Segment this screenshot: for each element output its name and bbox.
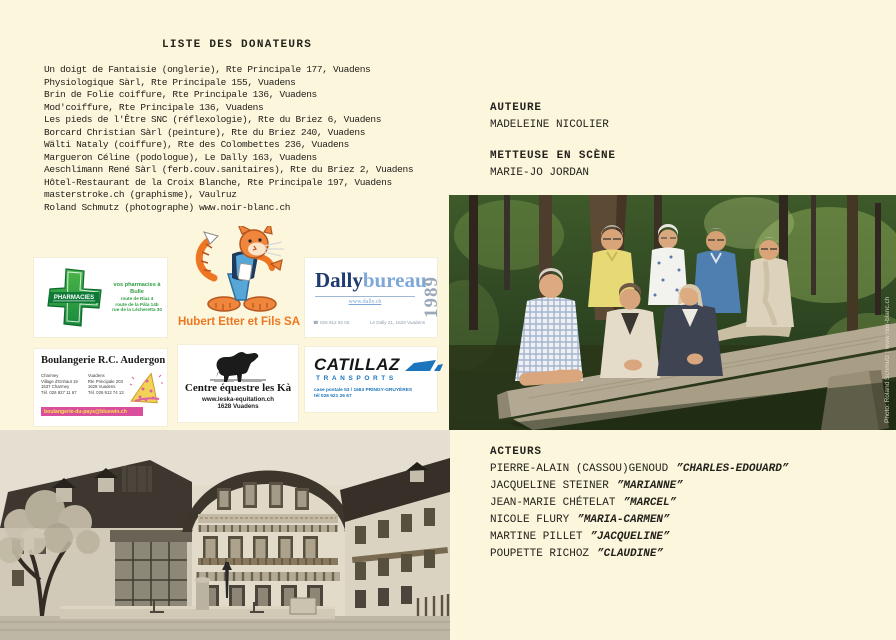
- boulangerie-address-line: Tél. 026 927 11 67: [41, 389, 77, 395]
- director-label: METTEUSE EN SCÈNE: [490, 150, 616, 162]
- actor-name: JACQUELINE STEINER: [490, 480, 609, 492]
- donor-entry: Brin de Folie coiffure, Rte Principale 136, Vuadens: [44, 89, 317, 101]
- pharmacy-address-lines: [110, 296, 164, 313]
- actor-role: ”MARIA-CARMEN”: [577, 514, 670, 526]
- pharmacy-address-line: rue de la Lécheretta 30: [112, 307, 162, 313]
- pharmacy-tagline: vos pharmacies à Bulle: [113, 282, 161, 295]
- boulangerie-address-line: Vuadens: [87, 373, 105, 378]
- donor-entry: Les pieds de l'Être SNC (réflexologie), Rte du Briez 6, Vuadens: [44, 114, 382, 126]
- cast-member: [490, 461, 788, 478]
- boulangerie-address-line: Rte Principale 203: [87, 378, 123, 384]
- cast-member: [490, 495, 788, 512]
- donor-entry: Wälti Nataly (coiffure), Rte des Colombettes 236, Vuadens: [44, 139, 350, 151]
- phone-icon: ☎: [313, 320, 320, 325]
- sponsor-boulangerie: [34, 349, 167, 426]
- actor-role: ”MARIANNE”: [616, 480, 683, 492]
- dally-url: www.dally.ch: [348, 299, 382, 305]
- sponsor-pharmacy: [34, 258, 167, 337]
- sponsor-catillaz: [305, 347, 437, 412]
- boulangerie-col-vuadens: [88, 373, 124, 395]
- dally-year: 1989: [421, 276, 442, 318]
- svg-text:PHARMACIES: PHARMACIES: [53, 295, 95, 301]
- equestre-url: www.leska-equitation.ch: [202, 396, 274, 403]
- cast-list: [490, 461, 788, 563]
- actor-role: ”CHARLES-EDOUARD”: [676, 463, 789, 475]
- dally-brand-light: bureau: [362, 268, 427, 292]
- dally-address: Le Dally 21, 1628 Vuadens: [370, 320, 425, 325]
- donor-entry: Borcard Christian Sàrl (peinture), Rte du Briez 240, Vuadens: [44, 126, 366, 138]
- catillaz-line2: tél 026 921 26 67: [314, 394, 352, 399]
- actor-name: PIERRE-ALAIN (CASSOU)GENOUD: [490, 463, 669, 475]
- boulangerie-address-line: 1637 Charmey: [41, 384, 70, 390]
- sponsor-dally: [305, 258, 442, 337]
- donor-entry: Aeschlimann René Sàrl (ferb.couv.sanitaires), Rte du Briez 2, Vuadens: [44, 164, 414, 176]
- equestre-city: 1628 Vuadens: [217, 403, 259, 410]
- catillaz-contact: [314, 388, 412, 400]
- boulangerie-col-charmey: [41, 373, 78, 395]
- dally-brand: [315, 270, 427, 291]
- donor-entry: Physiologique Sàrl, Rte Principale 155, Vuadens: [44, 76, 296, 88]
- boulangerie-addresses: [41, 373, 124, 395]
- group-photo: [449, 195, 896, 430]
- building-photo: [0, 430, 450, 640]
- actor-role: ”JACQUELINE”: [590, 531, 670, 543]
- donors-list: [44, 64, 444, 215]
- boulangerie-address-line: 1628 Vuadens: [87, 384, 116, 390]
- catillaz-brand-row: [314, 357, 444, 373]
- boulangerie-email: boulangerie-du-pays@bluewin.ch: [41, 407, 143, 416]
- catillaz-subtitle: TRANSPORTS: [316, 375, 397, 382]
- cat-mascot-icon: [176, 226, 302, 314]
- sponsor-etter: [176, 226, 302, 336]
- cast-member: [490, 546, 788, 563]
- sponsor-equestre: [178, 345, 298, 422]
- cast-member: [490, 478, 788, 495]
- donors-title: LISTE DES DONATEURS: [162, 39, 313, 51]
- boulangerie-address-line: Charmey: [41, 373, 59, 378]
- dally-rule: [315, 296, 415, 297]
- dally-phone-number: 026 912 92 05: [320, 320, 350, 325]
- group-photo-credit: Photo: Roland Schmutz | www.noir-blanc.ch: [884, 296, 891, 423]
- cast-member: [490, 512, 788, 529]
- catillaz-line1: case postale 53 / 1663 PRINGY-GRUYÈRES: [314, 388, 413, 393]
- cast-member: [490, 529, 788, 546]
- donor-entry: masterstroke.ch (graphisme), Vaulruz: [44, 189, 237, 201]
- pharmacy-address: [110, 282, 164, 313]
- donor-entry: Hôtel-Restaurant de la Croix Blanche, Rte Principale 197, Vuadens: [44, 176, 392, 188]
- cast-block: [490, 444, 788, 563]
- dally-brand-bold: Dally: [315, 268, 363, 292]
- etter-name: Hubert Etter et Fils SA: [177, 316, 301, 328]
- equestre-name: Centre équestre les Kà: [184, 382, 292, 394]
- cast-label: ACTEURS: [490, 446, 542, 458]
- donor-entry: Un doigt de Fantaisie (onglerie), Rte Principale 177, Vuadens: [44, 64, 371, 75]
- donor-entry: Roland Schmutz (photographe) www.noir-blanc.ch: [44, 202, 291, 214]
- credits-block: [490, 100, 616, 182]
- dally-phone: [313, 320, 349, 326]
- donor-entry: Margueron Céline (podologue), Le Dally 163, Vuadens: [44, 151, 317, 163]
- actor-name: JEAN-MARIE CHÉTELAT: [490, 497, 616, 509]
- donor-entry: Mod'coiffure, Rte Principale 136, Vuadens: [44, 101, 264, 113]
- actor-role: ”CLAUDINE”: [597, 548, 664, 560]
- dally-contact: [313, 320, 425, 326]
- green-cross-icon: [44, 266, 104, 330]
- pharmacy-address-line: route de Riaz 4: [120, 296, 154, 301]
- catillaz-name: CATILLAZ: [314, 355, 400, 374]
- actor-role: ”MARCEL”: [623, 497, 677, 509]
- horse-icon: [206, 348, 270, 382]
- boulangerie-address-line: Tél. 026 912 74 13: [87, 389, 124, 395]
- catillaz-parallelogram-icon: [404, 358, 444, 373]
- credit-gap: [490, 134, 616, 148]
- cake-icon: [129, 371, 163, 407]
- boulangerie-address-line: Village d'Enhaut 19: [41, 378, 78, 384]
- author-label: AUTEURE: [490, 102, 542, 114]
- actor-name: MARTINE PILLET: [490, 531, 583, 543]
- pharmacy-address-line: route de la Pâla 14b: [115, 301, 159, 307]
- actor-name: NICOLE FLURY: [490, 514, 570, 526]
- author-name: MADELEINE NICOLIER: [490, 119, 609, 131]
- boulangerie-title: Boulangerie R.C. Audergon: [41, 355, 166, 366]
- director-name: MARIE-JO JORDAN: [490, 167, 590, 179]
- actor-name: POUPETTE RICHOZ: [490, 548, 590, 560]
